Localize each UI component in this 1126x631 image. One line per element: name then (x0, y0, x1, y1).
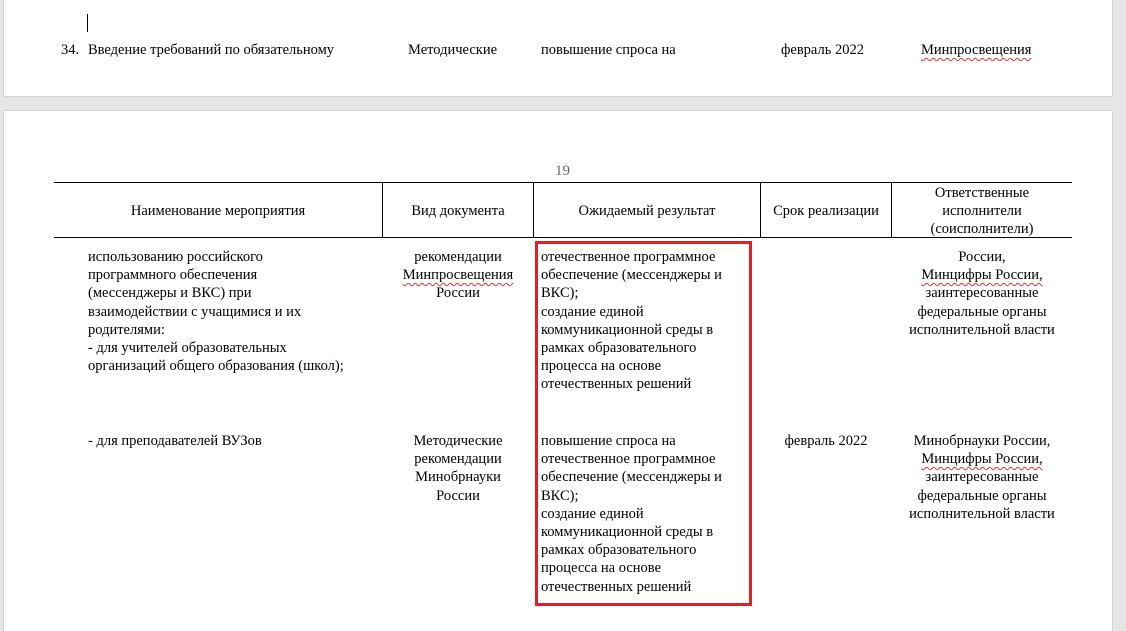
header-responsible: Ответственные исполнители (соисполнители) (930, 185, 1034, 238)
prev-row-term: февраль 2022 (781, 42, 864, 58)
row2-responsible: Минобрнауки России, Минцифры России, заинтересованные федеральные органы исполнительной власти (909, 433, 1055, 522)
prev-row-name: Введение требований по обязательному (88, 42, 335, 58)
prev-row-result: повышение спроса на (541, 42, 676, 58)
header-term: Срок реализации (773, 203, 879, 219)
row2-doc-type: Методические рекомендации Минобрнауки России (413, 433, 503, 504)
prev-row-doc-type: Методические (408, 42, 498, 58)
page-number: 19 (555, 163, 570, 179)
header-result: Ожидаемый результат (578, 203, 716, 219)
row-number: 34. (61, 42, 80, 58)
row2-result: повышение спроса на отечественное программное обеспечение (мессенджеры и ВКС); создание единой коммуникационной среды в рамках образовательного процесса на основе отечественных решений (541, 433, 722, 595)
table-top-border (54, 182, 1072, 183)
text-cursor (87, 14, 88, 32)
row1-name: использованию российского программного обеспечения (мессенджеры и ВКС) при взаимодействии с учащимися и их родителями: - для учителей образовательных организаций общего образования (школ); (88, 249, 344, 375)
row2-name: - для преподавателей ВУЗов (88, 433, 262, 449)
prev-row-responsible: Минпросвещения (921, 42, 1032, 58)
row1-responsible: России, Минцифры России, заинтересованные федеральные органы исполнительной власти (909, 249, 1055, 338)
header-doc-type: Вид документа (411, 203, 505, 219)
red-highlight-box (535, 241, 752, 606)
row1-doc-type: рекомендации Минпросвещения России (402, 249, 514, 302)
row1-result: отечественное программное обеспечение (мессенджеры и ВКС); создание единой коммуникационной среды в рамках образовательного процесса на основе отечественных решений (541, 249, 722, 393)
row2-term: февраль 2022 (784, 433, 868, 449)
header-name: Наименование мероприятия (130, 203, 306, 219)
